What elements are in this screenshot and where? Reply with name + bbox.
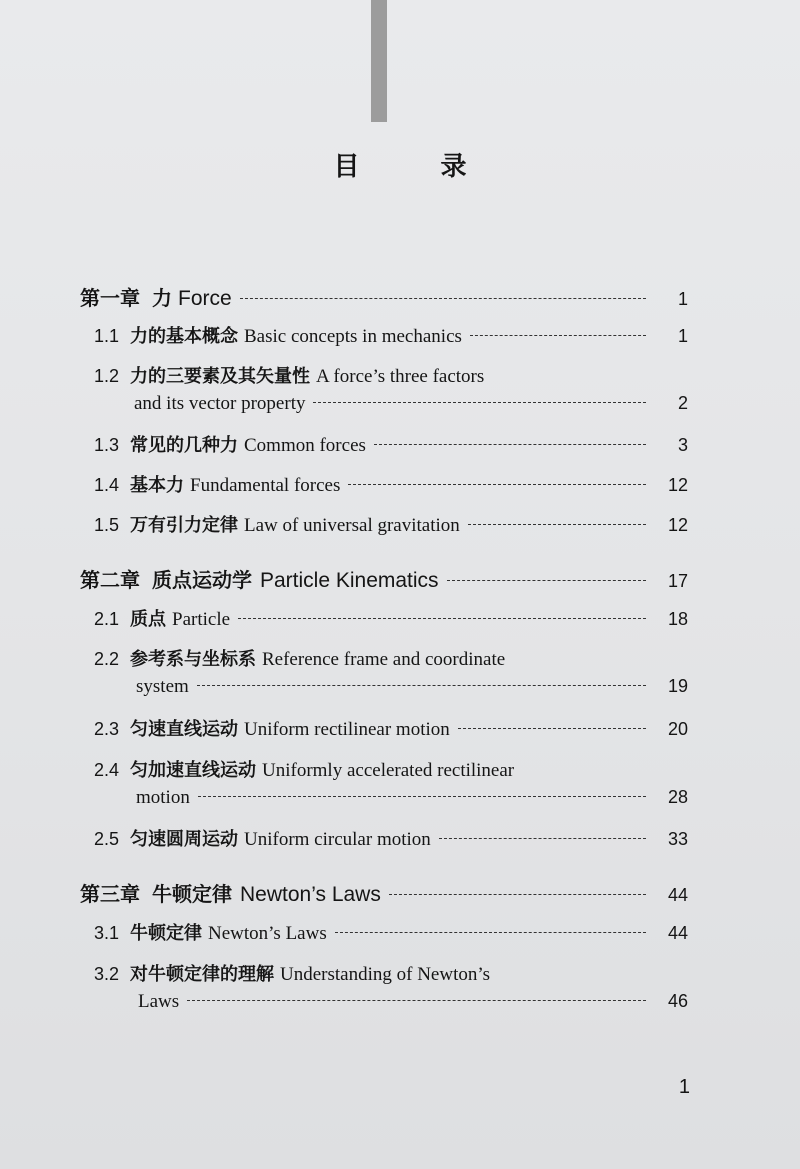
section-zh-title: 匀速圆周运动 [130, 829, 238, 850]
chapter-label: 第三章 [80, 882, 140, 906]
section-number: 1.1 [94, 326, 120, 346]
section-en-title-cont: motion [136, 787, 190, 808]
section-number: 2.1 [94, 609, 120, 629]
page-ref: 3 [677, 435, 688, 455]
section-en-title: Fundamental forces [190, 475, 341, 496]
section-en-title-cont: Laws [138, 991, 180, 1012]
dot-leader [313, 402, 646, 403]
page-ref: 44 [667, 923, 688, 943]
chapter-en-title: Newton’s Laws [240, 883, 381, 906]
dot-leader [439, 838, 646, 839]
section-en-title: Uniform rectilinear motion [244, 719, 450, 740]
section-number: 1.2 [94, 366, 120, 386]
toc-chapter-3[interactable] [0, 878, 800, 907]
section-en-title: A force’s three factors [316, 366, 485, 387]
section-en-title: Newton’s Laws [208, 923, 327, 944]
dot-leader [470, 335, 646, 336]
dot-leader [197, 685, 646, 686]
section-zh-title: 对牛顿定律的理解 [130, 964, 274, 985]
section-zh-title: 力的三要素及其矢量性 [130, 366, 310, 387]
section-zh-title: 力的基本概念 [130, 326, 238, 347]
chapter-zh-title: 质点运动学 [152, 568, 252, 592]
toc-section-3-2[interactable] [0, 960, 800, 986]
page-number: 1 [678, 1076, 690, 1098]
section-zh-title: 基本力 [130, 475, 184, 496]
dot-leader [187, 1000, 646, 1001]
toc-section-1-4[interactable] [0, 471, 800, 497]
section-number: 2.4 [94, 760, 120, 780]
toc-section-2-1[interactable] [0, 605, 800, 631]
page-ref: 28 [667, 787, 688, 807]
toc-section-3-2-cont[interactable] [0, 991, 800, 1013]
section-zh-title: 常见的几种力 [130, 435, 238, 456]
page-ref: 19 [667, 676, 688, 696]
page-title: 目 录 [333, 152, 503, 182]
section-en-title: Understanding of Newton’s [280, 964, 491, 985]
page-ref: 2 [677, 393, 688, 413]
dot-leader [389, 894, 646, 895]
section-zh-title: 匀速直线运动 [130, 719, 238, 740]
toc-section-1-2[interactable] [0, 362, 800, 388]
page-ref: 44 [667, 885, 688, 905]
section-en-title: Reference frame and coordinate [262, 649, 506, 670]
dot-leader [348, 484, 646, 485]
toc-section-3-1[interactable] [0, 919, 800, 945]
dot-leader [374, 444, 646, 445]
section-zh-title: 参考系与坐标系 [130, 649, 256, 670]
page-ref: 18 [667, 609, 688, 629]
page-ref: 20 [667, 719, 688, 739]
toc-section-2-4-cont[interactable] [0, 787, 800, 809]
toc-section-1-2-cont[interactable] [0, 393, 800, 415]
page-ref: 1 [677, 326, 688, 346]
section-number: 3.2 [94, 964, 120, 984]
chapter-zh-title: 牛顿定律 [152, 882, 232, 906]
section-number: 2.3 [94, 719, 120, 739]
dot-leader [447, 580, 646, 581]
dot-leader [198, 796, 646, 797]
section-zh-title: 匀加速直线运动 [130, 760, 256, 781]
section-en-title-cont: system [136, 676, 189, 697]
chapter-zh-title: 力 [152, 286, 172, 310]
toc-section-1-1[interactable] [0, 322, 800, 348]
dot-leader [458, 728, 646, 729]
page-ref: 33 [667, 829, 688, 849]
section-number: 3.1 [94, 923, 120, 943]
section-en-title: Uniform circular motion [244, 829, 431, 850]
section-number: 1.3 [94, 435, 120, 455]
toc-section-1-3[interactable] [0, 431, 800, 457]
section-zh-title: 牛顿定律 [130, 923, 202, 944]
section-en-title-cont: and its vector property [134, 393, 306, 414]
toc-section-2-3[interactable] [0, 715, 800, 741]
section-en-title: Common forces [244, 435, 366, 456]
section-zh-title: 万有引力定律 [130, 515, 238, 536]
section-en-title: Particle [172, 609, 231, 630]
bookmark-strip [371, 0, 387, 122]
section-number: 1.5 [94, 515, 120, 535]
chapter-label: 第一章 [80, 286, 140, 310]
toc-section-2-5[interactable] [0, 825, 800, 851]
page-ref: 12 [667, 475, 688, 495]
chapter-label: 第二章 [80, 568, 140, 592]
section-zh-title: 质点 [130, 609, 166, 630]
section-number: 2.5 [94, 829, 120, 849]
chapter-en-title: Particle Kinematics [260, 569, 439, 592]
page-ref: 46 [667, 991, 688, 1011]
toc-section-2-4[interactable] [0, 756, 800, 782]
section-en-title: Law of universal gravitation [244, 515, 460, 536]
section-number: 1.4 [94, 475, 120, 495]
section-en-title: Uniformly accelerated rectilinear [262, 760, 515, 781]
toc-section-1-5[interactable] [0, 511, 800, 537]
dot-leader [335, 932, 646, 933]
toc-chapter-2[interactable] [0, 564, 800, 593]
dot-leader [468, 524, 646, 525]
toc-chapter-1[interactable] [0, 282, 800, 311]
section-en-title: Basic concepts in mechanics [244, 326, 462, 347]
chapter-en-title: Force [178, 287, 232, 310]
toc-section-2-2[interactable] [0, 645, 800, 671]
dot-leader [238, 618, 646, 619]
page-ref: 1 [677, 289, 688, 309]
page-ref: 12 [667, 515, 688, 535]
page-ref: 17 [667, 571, 688, 591]
toc-section-2-2-cont[interactable] [0, 676, 800, 698]
section-number: 2.2 [94, 649, 120, 669]
dot-leader [240, 298, 646, 299]
